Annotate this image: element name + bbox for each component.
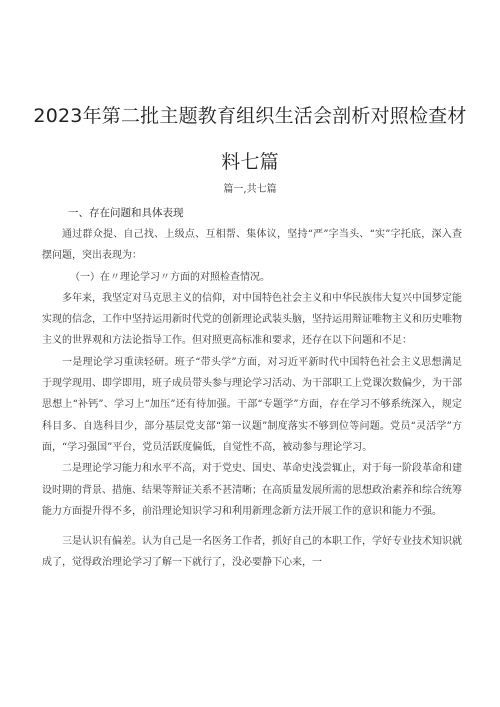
document-body [42, 224, 462, 574]
paragraph: 多年来，我坚定对马克思主义的信仰，对中国特色社会主义和中华民族伟大复兴中国梦定能实现的信念，工作中坚持运用新时代党的创新理论武装头脑，坚持运用辩证唯物主义和历史唯物主义的世界观和方法论指导工作。但对照更高标准和要求，还存在以下问题和不足： [42, 292, 462, 347]
paragraph: 通过群众提、自己找、上级点、互相帮、集体议，坚持“严”字当头、“实”字托底，深入查摆问题，突出表现为： [42, 229, 462, 262]
document-title-line-1: 2023年第二批主题教育组织生活会剖析对照检查材 [33, 105, 467, 127]
paragraph-subheading: （一）在〃理论学习〃方面的对照检查情况。 [70, 271, 270, 283]
document-title-line-2: 料七篇 [221, 151, 279, 173]
paragraph: 一是理论学习重读轻研。班子“带头学”方面，对习近平新时代中国特色社会主义思想满足于现学现用、即学即用，班子成员带头参与理论学习活动、为干部职工上党课次数偏少，为干部思想上“补钙”、学习上“加压”还有待加强。干部“专题学”方面，存在学习不够系统深入，规定科目多、自选科目少，部分基层党支部“第一议题”制度落实不够到位等问题。党员“灵活学”方面，“学习强国”平台，党员活跃度偏低，自觉性不高，被动参与理论学习。 [42, 356, 462, 453]
paragraph: 三是认识有偏差。认为自己是一名医务工作者，抓好自己的本职工作，学好专业技术知识就成了，觉得政治理论学习了解一下就行了，没必要静下心来，一 [42, 536, 462, 569]
paragraph: 二是理论学习能力和水平不高，对于党史、国史、革命史浅尝辄止，对于每一阶段革命和建设时期的背景、措施、结果等辩证关系不甚清晰；在高质量发展所需的思想政治素养和综合统筹能力方面提升得不多，前沿理论知识学习和利用新理念新方法开展工作的意识和能力不强。 [42, 463, 462, 517]
section-heading: 一、存在问题和具体表现 [68, 207, 184, 219]
document-subtitle: 篇一,共七篇 [223, 184, 277, 195]
